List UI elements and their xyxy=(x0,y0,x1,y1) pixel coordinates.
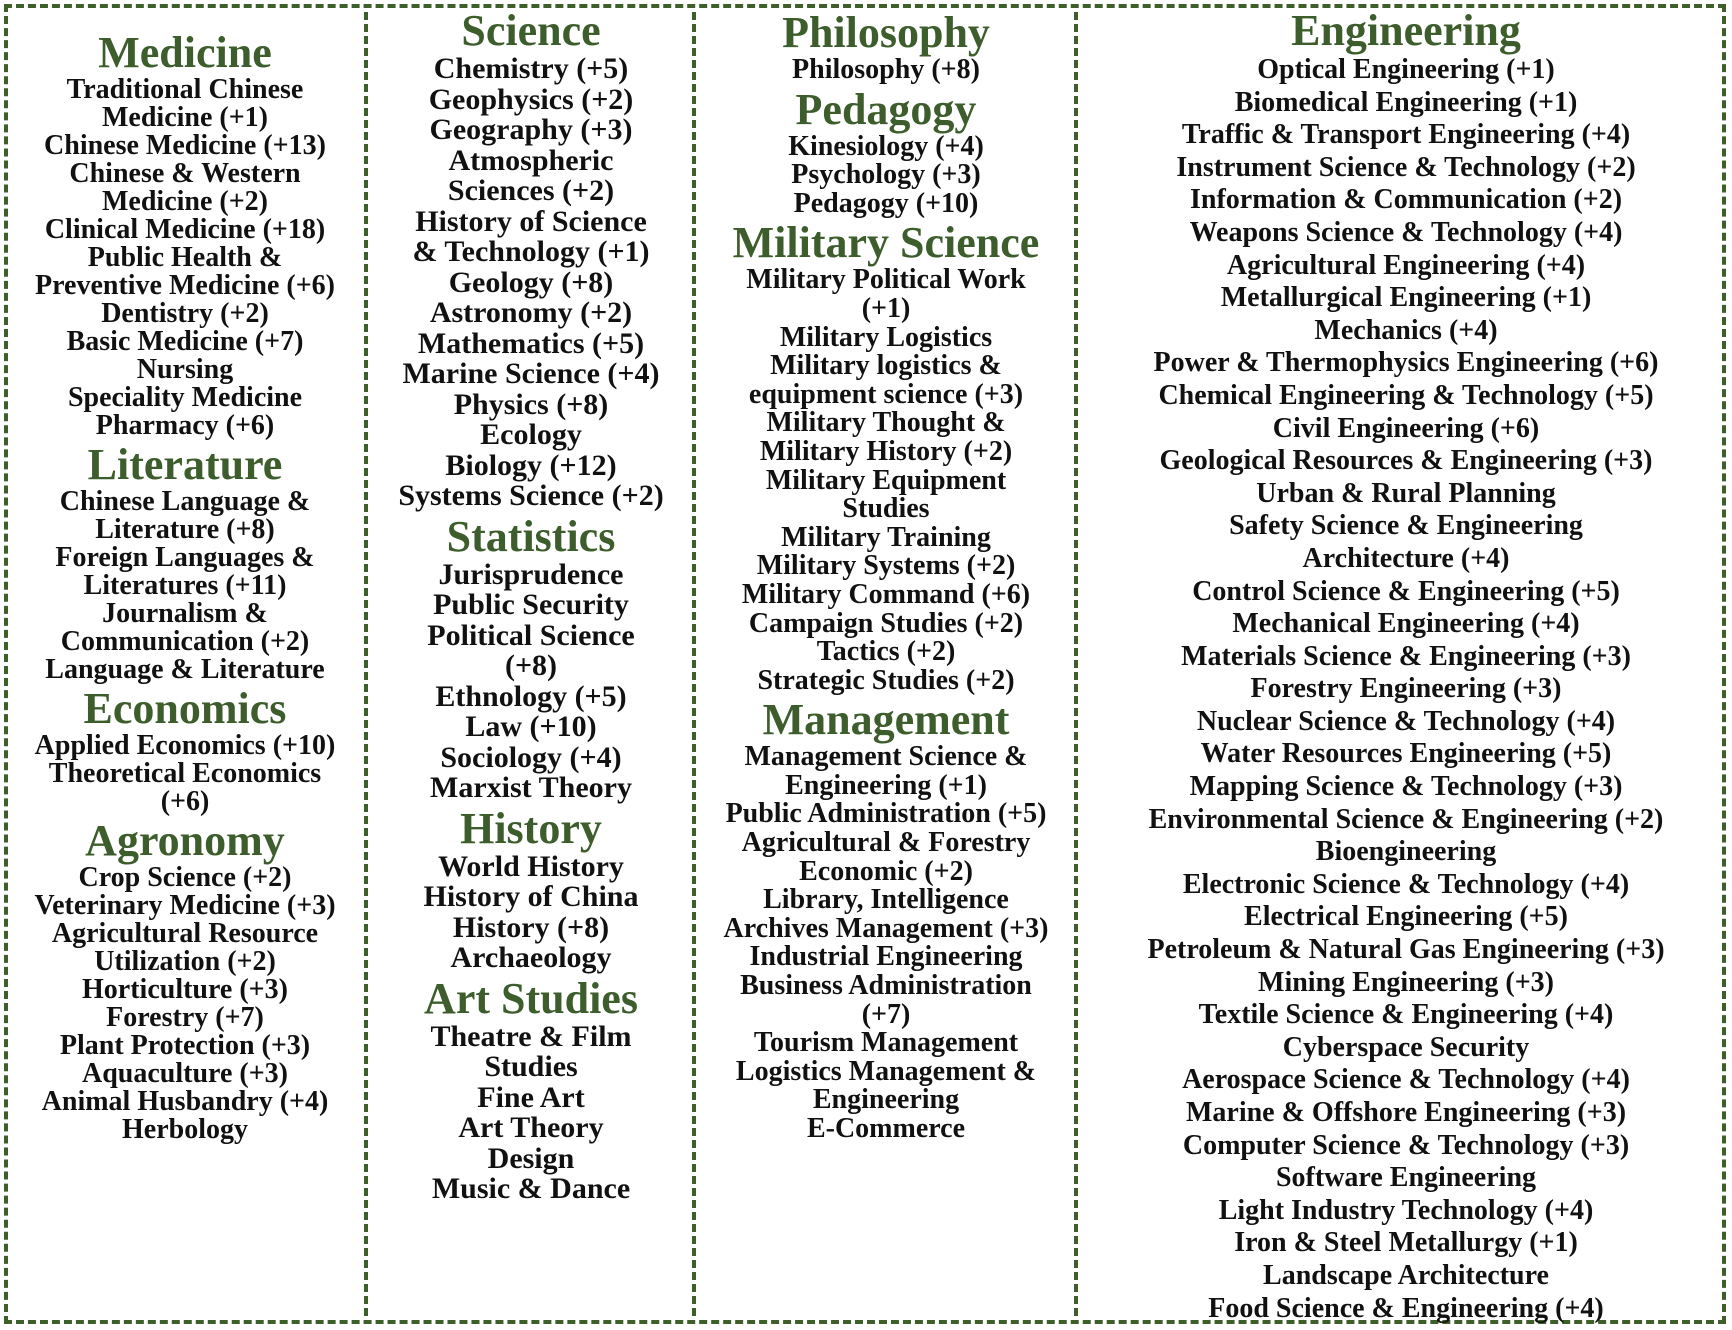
discipline-item-line: Chemistry (+5) xyxy=(433,52,629,85)
discipline-item-line: Literatures (+11) xyxy=(83,570,287,601)
discipline-item-line: Basic Medicine (+7) xyxy=(66,326,304,357)
discipline-item-line: Communication (+2) xyxy=(60,626,310,657)
category-heading: Military Science xyxy=(732,218,1040,268)
discipline-item-line: History of China xyxy=(423,880,639,913)
discipline-item xyxy=(8,384,362,412)
discipline-item xyxy=(1080,999,1732,1032)
discipline-item xyxy=(1080,152,1732,185)
discipline-item-line: Mining Engineering (+3) xyxy=(1258,966,1554,998)
category-heading: History xyxy=(460,803,602,853)
discipline-item-line: Theoretical Economics xyxy=(48,758,322,789)
discipline-item xyxy=(368,740,694,774)
discipline-item-line: Veterinary Medicine (+3) xyxy=(34,890,336,921)
discipline-item-line: Military Political Work xyxy=(746,264,1026,296)
discipline-item xyxy=(1080,543,1732,576)
discipline-item xyxy=(8,544,362,600)
discipline-item-line: Control Science & Engineering (+5) xyxy=(1192,575,1620,607)
discipline-item-line: Jurisprudence xyxy=(438,557,624,591)
discipline-item xyxy=(368,448,694,482)
discipline-item xyxy=(698,161,1074,190)
discipline-item-line: History (+8) xyxy=(452,910,610,944)
discipline-item-line: Urban & Rural Planning xyxy=(1256,477,1556,509)
discipline-item xyxy=(8,1060,362,1088)
discipline-item-line: Military History (+2) xyxy=(759,435,1013,467)
discipline-item-line: Traditional Chinese xyxy=(66,74,304,105)
discipline-item-line: Military Logistics xyxy=(779,321,993,353)
discipline-item-line: Business Administration xyxy=(740,970,1032,1002)
discipline-item xyxy=(1080,413,1732,446)
discipline-item xyxy=(368,849,694,883)
discipline-item xyxy=(8,132,362,160)
discipline-item-line: Chinese Language & xyxy=(59,486,311,517)
discipline-item xyxy=(1080,315,1732,348)
discipline-item xyxy=(1080,1227,1732,1260)
discipline-item-line: Nursing xyxy=(136,354,234,385)
category-heading: Science xyxy=(461,6,601,55)
discipline-item xyxy=(8,1032,362,1060)
discipline-item-line: Clinical Medicine (+18) xyxy=(44,214,326,245)
discipline-item-line: Biomedical Engineering (+1) xyxy=(1234,86,1578,118)
discipline-item xyxy=(698,607,1074,639)
discipline-item xyxy=(8,160,362,216)
discipline-item xyxy=(698,886,1074,943)
column-divider xyxy=(1074,12,1078,1316)
discipline-item-line: Instrument Science & Technology (+2) xyxy=(1176,151,1636,183)
discipline-item-line: Sciences (+2) xyxy=(447,174,615,207)
discipline-item-line: Foreign Languages & xyxy=(55,542,315,573)
discipline-item-line: Plant Protection (+3) xyxy=(59,1030,311,1061)
discipline-item xyxy=(368,326,694,360)
discipline-item-line: Psychology (+3) xyxy=(791,159,981,191)
category-heading: Medicine xyxy=(98,28,272,77)
discipline-item-line: Computer Science & Technology (+3) xyxy=(1182,1129,1630,1161)
discipline-item xyxy=(1080,1032,1732,1065)
category-heading: Engineering xyxy=(1291,6,1521,55)
discipline-item-line: Campaign Studies (+2) xyxy=(748,607,1024,639)
discipline-item xyxy=(698,130,1074,162)
discipline-item-line: Traffic & Transport Engineering (+4) xyxy=(1181,119,1631,151)
column-1 xyxy=(8,8,362,1320)
discipline-item xyxy=(8,920,362,976)
discipline-item xyxy=(1080,282,1732,315)
discipline-item xyxy=(1080,478,1732,511)
discipline-item-line: Tactics (+2) xyxy=(816,636,956,668)
discipline-item-line: Medicine (+2) xyxy=(101,186,269,217)
discipline-item-line: Aquaculture (+3) xyxy=(82,1058,288,1089)
discipline-item-line: Safety Science & Engineering xyxy=(1229,510,1583,542)
discipline-item-line: Fine Art xyxy=(477,1080,585,1114)
discipline-item xyxy=(1080,217,1732,250)
discipline-item xyxy=(368,882,694,913)
discipline-item xyxy=(8,488,362,544)
discipline-item xyxy=(1080,1064,1732,1097)
discipline-item xyxy=(368,54,694,85)
discipline-item xyxy=(1080,119,1732,152)
discipline-item-line: Military Training xyxy=(781,521,991,553)
discipline-item-line: Journalism & xyxy=(102,598,268,629)
discipline-item xyxy=(698,743,1074,800)
discipline-item-line: Water Resources Engineering (+5) xyxy=(1200,738,1612,770)
discipline-item xyxy=(698,56,1074,85)
discipline-item-line: Software Engineering xyxy=(1275,1162,1537,1194)
discipline-item xyxy=(698,800,1074,829)
discipline-item xyxy=(8,976,362,1004)
discipline-item xyxy=(368,712,694,743)
discipline-item-line: Light Industry Technology (+4) xyxy=(1218,1194,1594,1226)
discipline-item xyxy=(8,864,362,892)
discipline-item xyxy=(368,82,694,116)
discipline-item xyxy=(1080,836,1732,869)
category-heading: Agronomy xyxy=(85,816,285,865)
discipline-item-line: Sociology (+4) xyxy=(440,740,622,774)
discipline-item xyxy=(1080,1195,1732,1228)
discipline-item xyxy=(368,387,694,421)
discipline-item-line: Law (+10) xyxy=(465,710,597,743)
discipline-item xyxy=(1080,1260,1732,1293)
discipline-item xyxy=(368,115,694,146)
discipline-item xyxy=(368,557,694,591)
discipline-item xyxy=(698,638,1074,667)
discipline-item-line: Chinese & Western xyxy=(69,158,301,189)
discipline-item xyxy=(698,1029,1074,1058)
category-heading: Statistics xyxy=(446,511,616,561)
discipline-item xyxy=(368,481,694,512)
discipline-item-line: Weapons Science & Technology (+4) xyxy=(1189,216,1623,248)
discipline-item-line: Food Science & Engineering (+4) xyxy=(1208,1292,1604,1324)
discipline-item-line: Library, Intelligence xyxy=(763,884,1009,916)
discipline-item-line: Agricultural Resource xyxy=(51,918,319,949)
discipline-item-line: Iron & Steel Metallurgy (+1) xyxy=(1234,1227,1578,1259)
column-2 xyxy=(368,8,694,1320)
discipline-item-line: Marxist Theory xyxy=(430,771,632,804)
discipline-item xyxy=(368,1113,694,1144)
discipline-item-line: Military Command (+6) xyxy=(741,578,1031,610)
discipline-item-line: Studies xyxy=(484,1050,578,1083)
discipline-item-line: Art Theory xyxy=(458,1111,604,1144)
discipline-item-line: (+6) xyxy=(160,786,210,817)
discipline-item-line: Applied Economics (+10) xyxy=(34,730,336,761)
discipline-item-line: Petroleum & Natural Gas Engineering (+3) xyxy=(1147,934,1665,966)
discipline-item-line: Horticulture (+3) xyxy=(82,974,288,1005)
discipline-item-line: Preventive Medicine (+6) xyxy=(34,270,335,301)
discipline-item xyxy=(368,618,694,682)
discipline-item xyxy=(698,829,1074,886)
discipline-item xyxy=(8,892,362,920)
discipline-item-line: Archaeology xyxy=(450,941,612,974)
discipline-item-line: (+8) xyxy=(504,649,558,682)
discipline-item-line: Pharmacy (+6) xyxy=(95,410,275,441)
column-3 xyxy=(698,8,1074,1320)
discipline-item xyxy=(1080,510,1732,543)
column-4 xyxy=(1080,6,1732,1324)
discipline-item-line: Agricultural & Forestry xyxy=(741,827,1031,859)
discipline-item-line: Electrical Engineering (+5) xyxy=(1244,901,1568,933)
discipline-item xyxy=(1080,250,1732,283)
discipline-item xyxy=(368,590,694,621)
discipline-item xyxy=(1080,347,1732,380)
discipline-item xyxy=(1080,706,1732,739)
discipline-item xyxy=(698,578,1074,610)
discipline-item-line: Marine & Offshore Engineering (+3) xyxy=(1185,1097,1627,1128)
discipline-item xyxy=(698,521,1074,553)
discipline-item-line: Logistics Management & xyxy=(735,1055,1037,1087)
discipline-item xyxy=(1080,641,1732,674)
discipline-item-line: Public Administration (+5) xyxy=(725,798,1047,830)
discipline-item xyxy=(368,204,694,268)
discipline-item xyxy=(8,656,362,684)
discipline-item xyxy=(368,1019,694,1083)
discipline-item-line: Industrial Engineering xyxy=(749,941,1023,973)
discipline-item-line: Pedagogy (+10) xyxy=(793,187,979,219)
discipline-item-line: Forestry (+7) xyxy=(106,1002,264,1033)
discipline-item xyxy=(368,679,694,713)
discipline-item xyxy=(368,910,694,944)
discipline-item xyxy=(698,664,1074,696)
discipline-item xyxy=(1080,380,1732,413)
discipline-item xyxy=(368,1174,694,1205)
discipline-item-line: Systems Science (+2) xyxy=(398,479,664,512)
discipline-item-line: Kinesiology (+4) xyxy=(788,130,984,162)
discipline-item xyxy=(1080,87,1732,120)
discipline-item-line: Public Health & xyxy=(87,242,283,273)
discipline-item xyxy=(698,187,1074,219)
discipline-item-line: Mathematics (+5) xyxy=(417,326,645,360)
discipline-item xyxy=(1080,967,1732,1000)
diagram-frame xyxy=(4,4,1726,1324)
discipline-item xyxy=(8,600,362,656)
discipline-item-line: (+1) xyxy=(861,292,911,324)
discipline-item xyxy=(698,266,1074,323)
discipline-item-line: Geophysics (+2) xyxy=(428,82,634,116)
discipline-item xyxy=(8,76,362,132)
discipline-item-line: Design xyxy=(487,1141,575,1175)
discipline-item-line: Herbology xyxy=(122,1114,248,1145)
discipline-item-line: Nuclear Science & Technology (+4) xyxy=(1196,705,1616,737)
discipline-item-line: Geological Resources & Engineering (+3) xyxy=(1159,445,1653,477)
discipline-item xyxy=(698,409,1074,466)
discipline-item xyxy=(698,1115,1074,1144)
discipline-item-line: Metallurgical Engineering (+1) xyxy=(1220,282,1592,314)
discipline-item xyxy=(1080,54,1732,87)
category-heading: Pedagogy xyxy=(795,84,977,134)
discipline-item-line: Tourism Management xyxy=(753,1027,1019,1059)
discipline-item-line: Ethnology (+5) xyxy=(435,679,627,713)
discipline-item-line: Forestry Engineering (+3) xyxy=(1250,673,1562,705)
discipline-item-line: Archives Management (+3) xyxy=(723,912,1049,944)
discipline-item xyxy=(1080,804,1732,837)
discipline-item-line: Mechanics (+4) xyxy=(1314,314,1498,346)
discipline-item-line: Language & Literature xyxy=(45,654,325,685)
discipline-item xyxy=(8,760,362,816)
discipline-item-line: Power & Thermophysics Engineering (+6) xyxy=(1153,347,1659,379)
discipline-item-line: Studies xyxy=(842,493,930,525)
discipline-item-line: Medicine (+1) xyxy=(101,102,269,133)
discipline-item xyxy=(1080,869,1732,902)
discipline-item-line: Textile Science & Engineering (+4) xyxy=(1198,999,1614,1031)
discipline-item-line: Military Thought & xyxy=(766,407,1006,439)
discipline-item xyxy=(368,1080,694,1114)
discipline-item xyxy=(368,359,694,390)
discipline-item xyxy=(1080,608,1732,641)
discipline-item xyxy=(368,943,694,974)
discipline-item-line: Management Science & xyxy=(744,741,1028,773)
category-heading: Literature xyxy=(87,440,283,489)
discipline-item xyxy=(368,143,694,207)
discipline-item-line: Strategic Studies (+2) xyxy=(757,664,1015,696)
column-divider xyxy=(692,12,696,1316)
discipline-item xyxy=(1080,901,1732,934)
discipline-item xyxy=(698,464,1074,525)
discipline-item-line: Political Science xyxy=(427,618,635,652)
discipline-item-line: Dentistry (+2) xyxy=(101,298,269,329)
discipline-item xyxy=(8,300,362,328)
discipline-item xyxy=(1080,673,1732,706)
category-heading: Economics xyxy=(83,684,287,733)
discipline-item xyxy=(368,420,694,451)
discipline-item xyxy=(698,1055,1074,1116)
discipline-item-line: Economic (+2) xyxy=(799,855,973,887)
discipline-item-line: Philosophy (+8) xyxy=(792,54,980,85)
discipline-item-line: Geography (+3) xyxy=(429,113,633,146)
discipline-item-line: Atmospheric xyxy=(448,143,614,177)
discipline-item xyxy=(698,552,1074,581)
discipline-item xyxy=(8,216,362,244)
discipline-item xyxy=(8,412,362,440)
discipline-item-line: Marine Science (+4) xyxy=(402,357,660,390)
discipline-item-line: Military Systems (+2) xyxy=(756,550,1016,582)
discipline-item-line: Chemical Engineering & Technology (+5) xyxy=(1158,379,1654,411)
discipline-item-line: Civil Engineering (+6) xyxy=(1272,412,1540,444)
discipline-item-line: Biology (+12) xyxy=(445,448,617,482)
discipline-item xyxy=(368,265,694,299)
discipline-item-line: Engineering (+1) xyxy=(785,769,987,801)
discipline-item xyxy=(698,972,1074,1029)
discipline-item-line: Cyberspace Security xyxy=(1282,1031,1530,1063)
discipline-item-line: Theatre & Film xyxy=(430,1019,632,1053)
discipline-item-line: Literature (+8) xyxy=(95,514,275,545)
discipline-item-line: Optical Engineering (+1) xyxy=(1257,54,1555,85)
discipline-item-line: & Technology (+1) xyxy=(412,235,650,268)
discipline-item-line: Mapping Science & Technology (+3) xyxy=(1189,771,1623,803)
discipline-item-line: World History xyxy=(438,849,624,883)
discipline-item xyxy=(1080,1293,1732,1326)
discipline-item-line: Architecture (+4) xyxy=(1302,542,1510,574)
discipline-item xyxy=(8,328,362,356)
discipline-item-line: Music & Dance xyxy=(431,1172,631,1205)
discipline-item-line: Bioengineering xyxy=(1315,836,1497,868)
discipline-item xyxy=(8,1088,362,1116)
discipline-item-line: Engineering xyxy=(812,1084,960,1116)
discipline-item-line: History of Science xyxy=(415,204,647,238)
discipline-item xyxy=(8,244,362,300)
discipline-item xyxy=(1080,934,1732,967)
discipline-item xyxy=(1080,1162,1732,1195)
discipline-item-line: Information & Communication (+2) xyxy=(1189,184,1623,216)
discipline-item-line: Materials Science & Engineering (+3) xyxy=(1181,640,1631,672)
discipline-item-line: Military logistics & xyxy=(770,350,1002,382)
discipline-item xyxy=(698,352,1074,409)
discipline-item-line: Speciality Medicine xyxy=(67,382,303,413)
discipline-item xyxy=(368,1141,694,1175)
discipline-item-line: Environmental Science & Engineering (+2) xyxy=(1148,803,1664,835)
discipline-item-line: Aerospace Science & Technology (+4) xyxy=(1182,1064,1630,1096)
discipline-item-line: Electronic Science & Technology (+4) xyxy=(1182,868,1630,900)
category-heading: Art Studies xyxy=(424,973,638,1023)
category-heading: Management xyxy=(762,695,1010,745)
discipline-item-line: Geology (+8) xyxy=(448,265,614,299)
discipline-item xyxy=(368,298,694,329)
discipline-item xyxy=(1080,184,1732,217)
discipline-item-line: E-Commerce xyxy=(806,1113,966,1144)
discipline-item-line: equipment science (+3) xyxy=(748,378,1024,410)
discipline-item-line: Astronomy (+2) xyxy=(429,296,633,329)
discipline-item xyxy=(1080,1130,1732,1163)
discipline-item-line: Chinese Medicine (+13) xyxy=(44,130,326,161)
discipline-item xyxy=(8,1004,362,1032)
discipline-item xyxy=(368,773,694,804)
discipline-item-line: Public Security xyxy=(433,588,629,621)
discipline-item-line: Agricultural Engineering (+4) xyxy=(1226,249,1586,281)
discipline-item-line: Mechanical Engineering (+4) xyxy=(1232,608,1580,640)
discipline-item-line: Physics (+8) xyxy=(453,387,609,421)
discipline-item xyxy=(1080,445,1732,478)
discipline-item-line: Military Equipment xyxy=(765,464,1007,496)
discipline-item-line: Landscape Architecture xyxy=(1263,1259,1549,1291)
discipline-item xyxy=(1080,1097,1732,1130)
discipline-item xyxy=(8,356,362,384)
discipline-item xyxy=(1080,738,1732,771)
discipline-item xyxy=(8,1116,362,1144)
discipline-item xyxy=(1080,771,1732,804)
discipline-item-line: Crop Science (+2) xyxy=(78,862,292,893)
discipline-item xyxy=(698,943,1074,972)
discipline-item xyxy=(8,732,362,760)
discipline-item-line: (+7) xyxy=(861,998,911,1030)
category-heading: Philosophy xyxy=(782,8,990,57)
discipline-item-line: Utilization (+2) xyxy=(94,946,276,977)
discipline-item xyxy=(1080,576,1732,609)
discipline-item-line: Animal Husbandry (+4) xyxy=(41,1086,329,1117)
discipline-item-line: Ecology xyxy=(480,418,582,451)
discipline-item xyxy=(698,321,1074,353)
